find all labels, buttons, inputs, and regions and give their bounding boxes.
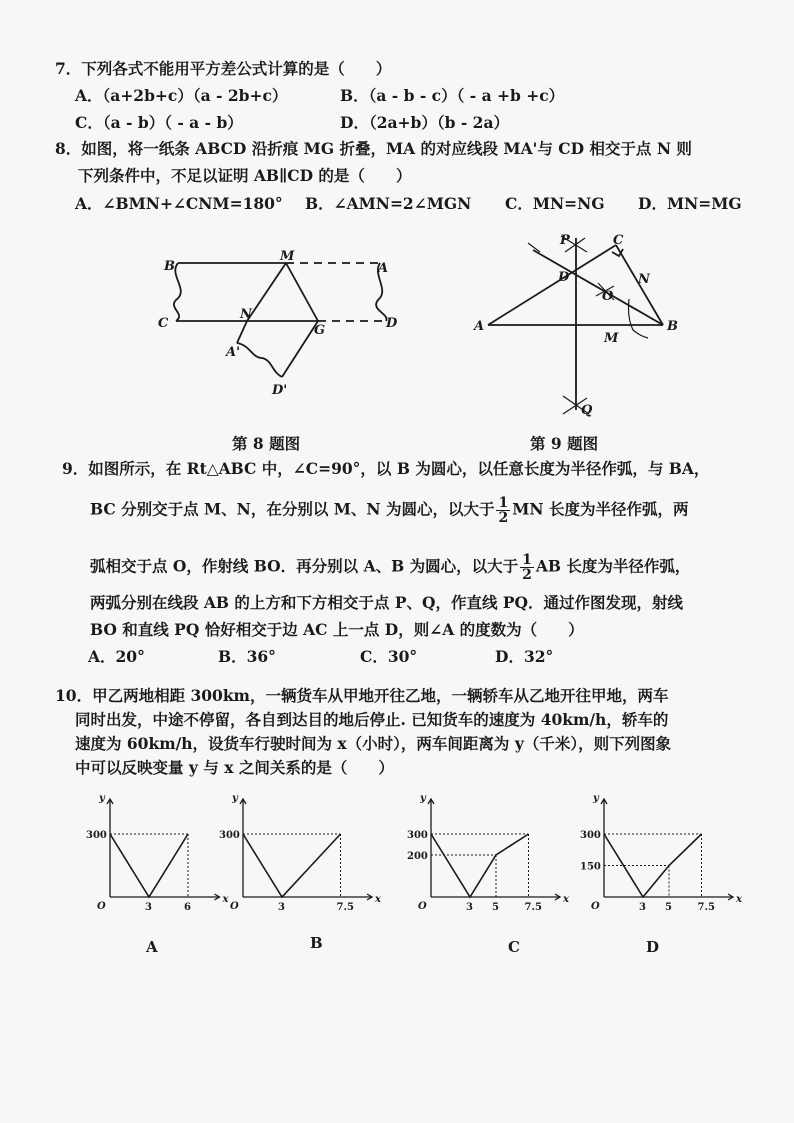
fig9-label-p: P bbox=[560, 233, 570, 248]
fig9-label-a: A bbox=[474, 319, 485, 334]
frac-numerator: 1 bbox=[498, 495, 509, 511]
fig9-label-d: D bbox=[558, 270, 570, 285]
graph-d-y-tick-0: 300 bbox=[580, 830, 601, 841]
graph-c-x-tick-2: 7.5 bbox=[524, 902, 542, 913]
q8-stem-line2: 下列条件中，不足以证明 AB∥CD 的是（ ） bbox=[78, 166, 412, 185]
fig9-label-c: C bbox=[613, 233, 624, 248]
graph-c-x-tick-0: 3 bbox=[466, 902, 473, 913]
q7-option-c: C．（a - b）（ - a - b） bbox=[75, 113, 243, 132]
q9-option-a: A．20° bbox=[88, 647, 145, 666]
fig8-label-b: B bbox=[164, 259, 175, 274]
q9-line3-part-a: 弧相交于点 O，作射线 BO．再分别以 A、B 为圆心，以大于 bbox=[90, 556, 519, 576]
fig9-label-n: N bbox=[638, 272, 650, 287]
graph-c-origin-label: O bbox=[418, 901, 427, 912]
graph-d-label: D bbox=[646, 938, 660, 956]
graph-b-x-axis-label: x bbox=[375, 894, 381, 905]
graph-b-label: B bbox=[310, 934, 323, 952]
frac-denominator: 2 bbox=[498, 510, 509, 526]
graph-c-x-tick-1: 5 bbox=[492, 902, 499, 913]
graph-c-y-tick-1: 200 bbox=[407, 851, 428, 862]
graph-b-x-tick-1: 7.5 bbox=[336, 902, 354, 913]
q9-option-b: B．36° bbox=[218, 647, 276, 666]
q9-stem-line4: 两弧分别在线段 AB 的上方和下方相交于点 P、Q，作直线 PQ．通过作图发现，射线 bbox=[90, 593, 684, 612]
fig8-label-a-prime: A' bbox=[226, 345, 241, 360]
fig8-caption: 第 8 题图 bbox=[232, 434, 301, 453]
graph-a-x-tick-1: 6 bbox=[184, 902, 191, 913]
graph-b-line bbox=[243, 834, 341, 897]
fig8-label-d-prime: D' bbox=[272, 383, 288, 398]
fig8-label-d: D bbox=[386, 316, 398, 331]
q8-option-a: A．∠BMN+∠CNM=180° bbox=[75, 194, 283, 213]
fig8-label-a: A bbox=[378, 261, 389, 276]
fig8-label-c: C bbox=[158, 316, 169, 331]
graph-b-y-tick-0: 300 bbox=[219, 830, 240, 841]
graph-d-x-tick-2: 7.5 bbox=[697, 902, 715, 913]
graph-d-y-tick-1: 150 bbox=[580, 861, 601, 873]
frac-numerator: 1 bbox=[522, 552, 532, 568]
graph-c-label: C bbox=[508, 938, 520, 956]
q8-option-c: C．MN=NG bbox=[505, 194, 605, 213]
graph-c-y-axis-label: y bbox=[420, 793, 426, 804]
q7-stem: 7．下列各式不能用平方差公式计算的是（ ） bbox=[55, 59, 392, 78]
graph-a-x-axis-label: x bbox=[222, 894, 229, 905]
q8-option-d: D．MN=MG bbox=[638, 194, 742, 213]
q10-stem-line3: 速度为 60km/h，设货车行驶时间为 x（小时），两车间距离为 y（千米），则下列图象 bbox=[75, 734, 672, 753]
fig9-label-q: Q bbox=[581, 403, 593, 418]
graph-a-line bbox=[110, 834, 188, 897]
graph-b-x-tick-0: 3 bbox=[278, 902, 285, 913]
q9-stem-line5: BO 和直线 PQ 恰好相交于边 AC 上一点 D，则∠A 的度数为（ ） bbox=[90, 620, 584, 639]
graph-b-y-axis-label: y bbox=[232, 793, 238, 804]
q9-line2-part-a: BC 分别交于点 M、N，在分别以 M、N 为圆心，以大于 bbox=[90, 499, 495, 519]
graph-a-origin-label: O bbox=[97, 901, 106, 912]
graph-a-y-tick-0: 300 bbox=[86, 830, 107, 841]
fig9-label-o: O bbox=[602, 289, 614, 304]
fig9-label-b: B bbox=[667, 319, 678, 334]
q9-line3-part-b: AB 长度为半径作弧， bbox=[535, 556, 691, 576]
graph-a-y-axis-label: y bbox=[99, 793, 105, 804]
q7-option-b: B．（a - b - c）（ - a +b +c） bbox=[340, 86, 565, 105]
fig8-label-n: N bbox=[240, 307, 252, 322]
fig8-label-g: G bbox=[314, 323, 326, 338]
graph-c-line bbox=[431, 834, 529, 897]
q9-option-c: C．30° bbox=[360, 647, 418, 666]
graph-d-y-axis-label: y bbox=[593, 793, 599, 804]
graph-d-x-tick-1: 5 bbox=[665, 902, 672, 913]
graph-d-x-axis-label: x bbox=[736, 894, 742, 905]
q9-stem-line1: 9．如图所示，在 Rt△ABC 中，∠C=90°，以 B 为圆心，以任意长度为半径作弧，与 BA， bbox=[62, 459, 710, 478]
q8-stem-line1: 8．如图，将一纸条 ABCD 沿折痕 MG 折叠，MA 的对应线段 MA'与 CD 相交于点 N 则 bbox=[55, 139, 692, 158]
fig9-label-m: M bbox=[604, 331, 619, 346]
q7-option-d: D．（2a+b）（b - 2a） bbox=[340, 113, 509, 132]
graph-c-x-axis-label: x bbox=[563, 894, 569, 905]
graph-b-origin-label: O bbox=[230, 901, 239, 912]
graph-d-x-tick-0: 3 bbox=[639, 902, 646, 913]
graph-d-origin-label: O bbox=[591, 901, 600, 912]
q10-stem-line2: 同时出发，中途不停留，各自到达目的地后停止. 已知货车的速度为 40km/h，轿车的 bbox=[75, 710, 669, 729]
graph-c-y-tick-0: 300 bbox=[407, 830, 428, 841]
q8-option-b: B．∠AMN=2∠MGN bbox=[305, 194, 472, 213]
q10-stem-line1: 10．甲乙两地相距 300km，一辆货车从甲地开往乙地，一辆轿车从乙地开往甲地，两车 bbox=[55, 686, 669, 705]
q7-option-a: A．（a+2b+c）（a - 2b+c） bbox=[75, 86, 288, 105]
q10-stem-line4: 中可以反映变量 y 与 x 之间关系的是（ ） bbox=[75, 758, 394, 777]
graph-a-x-tick-0: 3 bbox=[145, 902, 152, 913]
fig9-caption: 第 9 题图 bbox=[530, 434, 599, 453]
graph-a-label: A bbox=[146, 938, 158, 956]
frac-denominator: 2 bbox=[522, 567, 532, 583]
fig8-label-m: M bbox=[280, 249, 295, 264]
q9-line2-part-b: MN 长度为半径作弧，两 bbox=[512, 499, 689, 519]
q9-option-d: D．32° bbox=[495, 647, 554, 666]
